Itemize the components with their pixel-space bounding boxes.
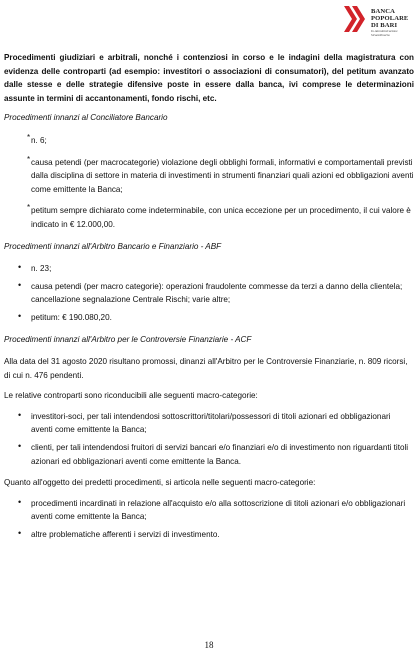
list-conciliatore (4, 134, 414, 232)
list-item (4, 528, 414, 542)
list-item (4, 280, 414, 307)
list-item-text: petitum: € 190.080,20. (31, 312, 112, 322)
bullet-icon: • (18, 310, 22, 321)
list-item (4, 497, 414, 524)
heading-abf: Procedimenti innanzi all'Arbitro Bancario e Finanziario - ABF (4, 241, 222, 251)
acf-paragraph-1: Alla data del 31 agosto 2020 risultano promossi, dinanzi all'Arbitro per le Controversie Finanziarie, n. 809 ricorsi, di cui n. 476 pendenti. (4, 357, 408, 380)
list-item (4, 441, 414, 468)
list-item (4, 262, 414, 276)
list-item-text: causa petendi (per macrocategorie) violazione degli obblighi formali, informativi e comportamentali previsti dalla disciplina di settore in materia di investimenti in strumenti finanziari quali azioni ed obbligazioni aventi come emittente la Banca; (31, 157, 414, 194)
bullet-icon: • (18, 528, 22, 539)
acf-paragraph-3: Quanto all'oggetto dei predetti procedimenti, si articola nelle seguenti macro-categorie: (4, 478, 316, 488)
list-item (4, 311, 414, 325)
logo-sub-2: Straordinaria (371, 33, 390, 37)
list-controparti (4, 410, 414, 468)
list-item-text: causa petendi (per macro categorie): operazioni fraudolente commesse da terzi a danno della clientela; cancellazione segnalazione Centrale Rischi; varie altre; (31, 281, 403, 305)
heading-acf: Procedimenti innanzi all'Arbitro per le Controversie Finanziarie - ACF (4, 334, 252, 344)
bank-logo (341, 4, 413, 38)
list-item-text: procedimenti incardinati in relazione all'acquisto e/o alla sottoscrizione di titoli azionari e/o obbligazionari aventi come emittente la Banca; (31, 498, 406, 522)
logo-text (371, 8, 408, 37)
bullet-icon: * (27, 132, 31, 142)
page-number: 18 (204, 640, 214, 650)
list-item (4, 156, 414, 197)
logo-line-3: DI BARI (371, 22, 398, 29)
list-item-text: investitori-soci, per tali intendendosi sottoscrittori/titolari/possessori di titoli azionari ed obbligazionari aventi come emittente la Banca; (31, 411, 391, 435)
intro-paragraph: Procedimenti giudiziari e arbitrali, nonché i contenziosi in corso e le indagini della magistratura con evidenza delle controparti (ad esempio: investitori o associazioni di consumatori), del petitum avanzato dalle stesse e delle strategie difensive poste in essere dalla banca, ivi comprese le determinazioni assunte in termini di accantonamenti, fondo rischi, etc. (4, 53, 414, 103)
document-body (4, 51, 414, 550)
logo-sub-1: In Amministrazione (371, 29, 398, 33)
logo-mark-icon (341, 4, 371, 34)
list-item (4, 204, 414, 231)
bullet-icon: • (18, 279, 22, 290)
bullet-icon: • (18, 496, 22, 507)
bullet-icon: • (18, 441, 22, 452)
list-item-text: n. 6; (31, 135, 47, 145)
list-item (4, 410, 414, 437)
bullet-icon: • (18, 409, 22, 420)
bullet-icon: • (18, 262, 22, 273)
list-item (4, 134, 414, 148)
list-abf (4, 262, 414, 324)
list-item-text: altre problematiche afferenti i servizi di investimento. (31, 530, 220, 540)
list-item-text: clienti, per tali intendendosi fruitori di servizi bancari e/o finanziari e/o di investimento non riguardanti titoli azionari ed obbligazionari aventi come emittente la Banca. (31, 443, 409, 466)
list-item-text: n. 23; (31, 264, 52, 274)
heading-conciliatore: Procedimenti innanzi al Conciliatore Bancario (4, 113, 168, 123)
bullet-icon: * (27, 203, 31, 213)
list-oggetto (4, 497, 414, 542)
logo-line-1: BANCA (371, 8, 395, 15)
acf-paragraph-2: Le relative controparti sono riconducibili alle seguenti macro-categorie: (4, 391, 258, 401)
logo-line-2: POPOLARE (371, 15, 409, 22)
bullet-icon: * (27, 154, 31, 164)
list-item-text: petitum sempre dichiarato come indeterminabile, con unica eccezione per un procedimento, il cui valore è indicato in € 12.000,00. (31, 206, 411, 229)
